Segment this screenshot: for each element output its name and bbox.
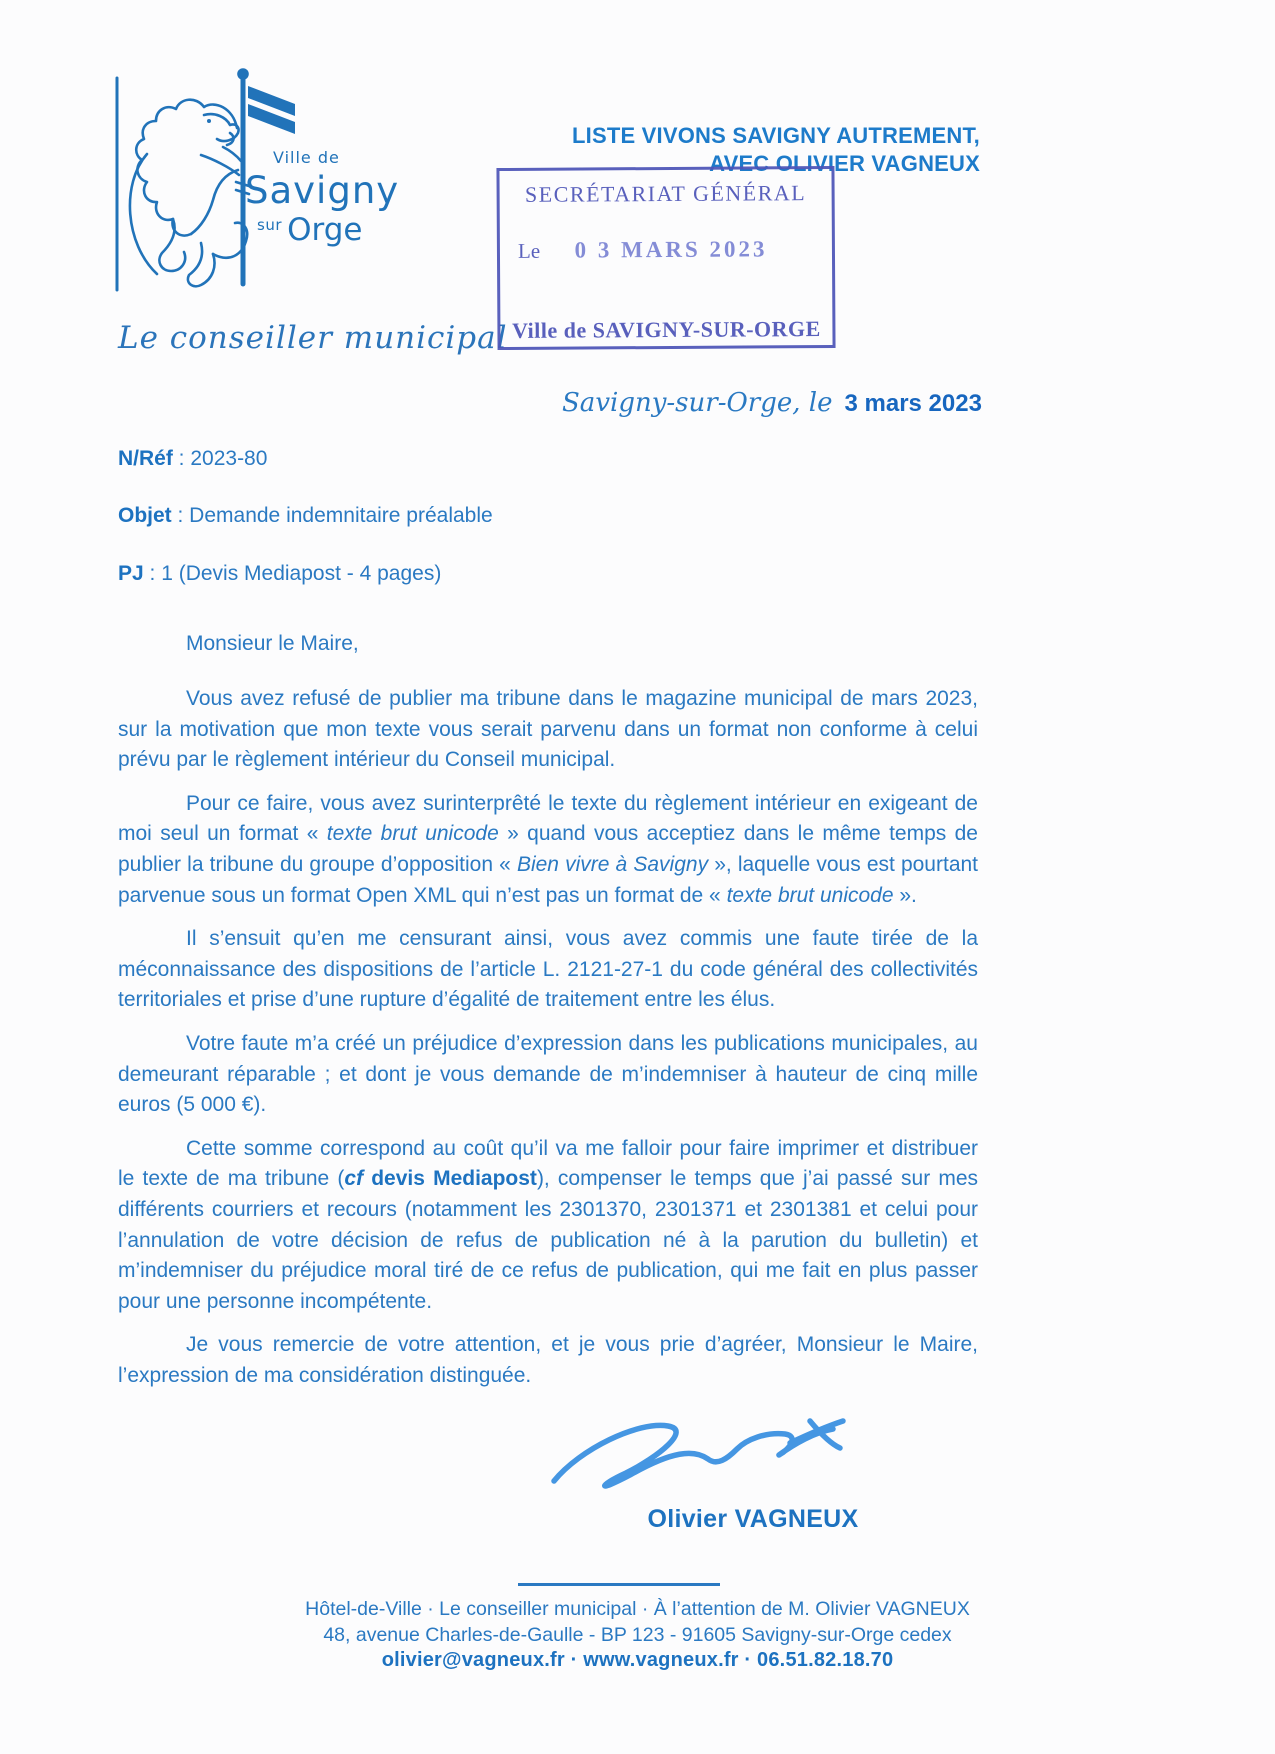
body-paragraph: [118, 924, 978, 1016]
stamp-date: 0 3 MARS 2023: [574, 236, 768, 263]
handwritten-signature: [538, 1405, 868, 1497]
dateline: [562, 388, 982, 418]
city-logo: [105, 62, 400, 302]
paragraph-run: Pour ce faire, vous avez surinterprêté le texte du règlement intérieur en exigeant de moi seul un format «: [118, 791, 978, 846]
footer: [0, 1597, 1275, 1674]
paragraph-run: », laquelle vous est pourtant parvenue sous un format Open XML qui n’est pas un format de «: [118, 852, 979, 907]
logo-sur: sur: [257, 216, 282, 234]
body-paragraph: [118, 684, 978, 776]
pj-line: [118, 562, 978, 586]
letter-body: [118, 447, 978, 1534]
paragraph-run: devis Mediapost: [363, 1167, 537, 1191]
secretariat-stamp: [496, 166, 835, 350]
pj-value: : 1 (Devis Mediapost - 4 pages): [143, 562, 442, 585]
objet-value: : Demande indemnitaire préalable: [171, 504, 493, 527]
stamp-city-line: Ville de SAVIGNY-SUR-ORGE: [511, 316, 821, 343]
body-paragraph: [118, 1134, 978, 1318]
logo-wordmark: [245, 148, 399, 248]
logo-orge: Orge: [287, 212, 363, 248]
body-paragraph: [118, 1029, 978, 1121]
paragraph-run: Votre faute m’a créé un préjudice d’expression dans les publications municipales, au demeurant réparable ; et dont je vous demande de m’indemniser à hauteur de cinq mille euros (5 000 €).: [118, 1031, 978, 1117]
footer-divider: [518, 1583, 720, 1586]
body-paragraph: [118, 789, 978, 911]
paragraph-run: texte brut unicode: [326, 822, 499, 846]
reference-line: [118, 447, 978, 471]
footer-address-line2: 48, avenue Charles-de-Gaulle - BP 123 - 91605 Savigny-sur-Orge cedex: [323, 1623, 952, 1646]
paragraph-run: Je vous remercie de votre attention, et je vous prie d’agréer, Monsieur le Maire, l’expression de ma considération distinguée.: [118, 1333, 978, 1387]
objet-label: Objet: [118, 504, 172, 527]
footer-address-line1: Hôtel-de-Ville · Le conseiller municipal · À l’attention de M. Olivier VAGNEUX: [305, 1598, 970, 1620]
paragraph-run: texte brut unicode: [726, 883, 894, 907]
stamp-le-label: Le: [517, 238, 541, 263]
body-paragraphs: [118, 684, 978, 1391]
logo-city-name: Savigny: [245, 169, 400, 212]
paragraph-run: Vous avez refusé de publier ma tribune dans le magazine municipal de mars 2023, sur la motivation que mon texte vous serait parvenu dans un format non conforme à celui prévu par le règlement intérieur du Conseil municipal.: [118, 687, 978, 772]
body-paragraph: [118, 1330, 978, 1391]
reference-label: N/Réf: [118, 447, 173, 470]
stamp-title: SECRÉTARIAT GÉNÉRAL: [524, 180, 807, 207]
paragraph-run: » quand vous acceptiez dans le même temps de publier la tribune du groupe d’opposition «: [118, 822, 978, 876]
list-header-line2: AVEC OLIVIER VAGNEUX: [709, 151, 980, 176]
stamp-date-row: [500, 236, 832, 264]
objet-line: [118, 504, 978, 528]
paragraph-run: ».: [893, 883, 917, 907]
signer-name: Olivier VAGNEUX: [647, 1505, 859, 1534]
paragraph-run: cf: [344, 1167, 364, 1191]
paragraph-run: Cette somme correspond au coût qu’il va me falloir pour faire imprimer et distribuer le texte de ma tribune (: [118, 1136, 978, 1191]
reference-value: : 2023-80: [172, 447, 268, 470]
list-header-line1: LISTE VIVONS SAVIGNY AUTREMENT,: [572, 123, 980, 148]
footer-contact-line: olivier@vagneux.fr · www.vagneux.fr · 06.51.82.18.70: [381, 1649, 894, 1671]
dateline-place: Savigny-sur-Orge, le: [562, 388, 833, 418]
salutation: Monsieur le Maire,: [186, 632, 359, 655]
sender-title: Le conseiller municipal: [118, 320, 508, 356]
paragraph-run: Il s’ensuit qu’en me censurant ainsi, vous avez commis une faute tirée de la méconnaissance des dispositions de l’article L. 2121-27-1 du code général des collectivités territoriales et prise d’une rupture d’égalité de traitement entre les élus.: [118, 927, 978, 1012]
logo-ville-de: Ville de: [273, 148, 340, 167]
dateline-date: 3 mars 2023: [844, 390, 982, 417]
signature-stroke-icon: [538, 1405, 868, 1497]
logo-sur-orge: [257, 212, 399, 248]
paragraph-run: ), compenser le temps que j’ai passé sur mes différents courriers et recours (notamment les 2301370, 2301371 et 2301381 et celui pour l’annulation de votre décision de refus de publication né à la parution du bulletin) et m’indemniser du préjudice moral tiré de ce refus de publication, qui me fait en plus passer pour une personne incompétente.: [118, 1167, 979, 1313]
pj-label: PJ: [118, 562, 144, 585]
paragraph-run: Bien vivre à Savigny: [516, 852, 709, 876]
